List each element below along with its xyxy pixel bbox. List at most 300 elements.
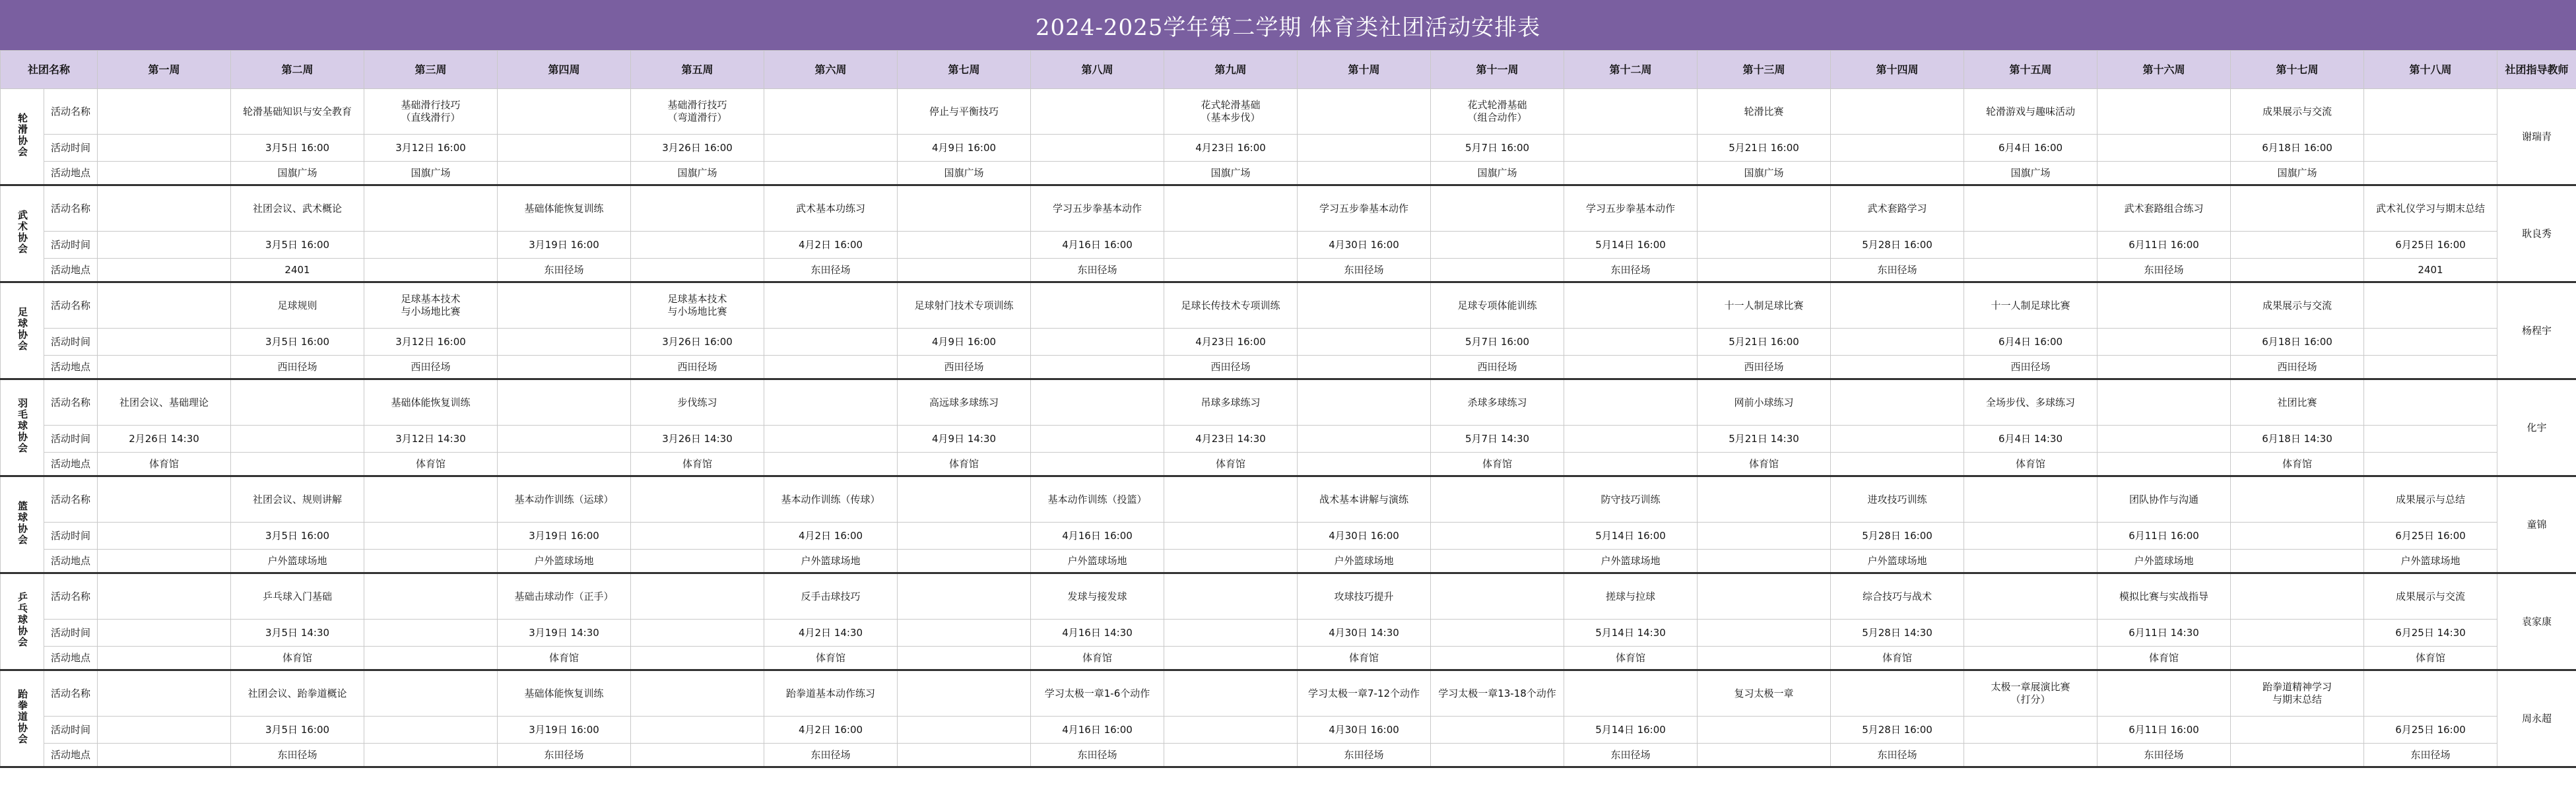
place-cell: 西田径场	[1164, 356, 1298, 379]
club-name-cell	[1, 670, 44, 767]
time-cell	[364, 717, 498, 744]
place-cell	[2364, 453, 2497, 476]
place-cell: 体育馆	[1164, 453, 1298, 476]
club-group	[1, 282, 2576, 379]
week-header: 第十八周	[2364, 51, 2497, 89]
club-name: 足球协会	[17, 306, 28, 352]
time-cell: 4月2日 16:00	[764, 717, 898, 744]
activity-cell	[1164, 185, 1298, 232]
place-cell: 国旗广场	[364, 162, 498, 185]
activity-cell	[98, 670, 231, 717]
place-cell: 体育馆	[98, 453, 231, 476]
activity-cell: 学习太极一章7-12个动作	[1298, 670, 1431, 717]
time-cell	[2097, 426, 2231, 453]
activity-cell: 基本动作训练（投篮）	[1031, 476, 1164, 523]
week-header: 第六周	[764, 51, 898, 89]
activity-row	[1, 476, 2576, 523]
place-cell: 体育馆	[1698, 453, 1831, 476]
place-cell: 国旗广场	[898, 162, 1031, 185]
time-cell	[1698, 232, 1831, 259]
activity-cell: 轮滑游戏与趣味活动	[1964, 89, 2097, 135]
week-header: 第三周	[364, 51, 498, 89]
time-cell	[764, 329, 898, 356]
row-category-label: 活动地点	[44, 162, 98, 185]
place-cell	[1298, 453, 1431, 476]
activity-cell: 全场步伐、多球练习	[1964, 379, 2097, 426]
activity-cell: 学习五步拳基本动作	[1564, 185, 1698, 232]
time-cell	[98, 135, 231, 162]
activity-cell	[1831, 282, 1964, 329]
time-cell: 6月18日 14:30	[2231, 426, 2364, 453]
week-header: 第四周	[498, 51, 631, 89]
activity-cell	[1031, 379, 1164, 426]
week-header: 第七周	[898, 51, 1031, 89]
club-group	[1, 89, 2576, 185]
club-name-cell	[1, 282, 44, 379]
time-cell	[98, 620, 231, 647]
place-cell	[1031, 356, 1164, 379]
time-cell: 5月14日 16:00	[1564, 232, 1698, 259]
activity-cell: 成果展示与交流	[2231, 89, 2364, 135]
time-cell	[1831, 426, 1964, 453]
place-cell: 体育馆	[1564, 647, 1698, 670]
time-cell: 4月30日 16:00	[1298, 523, 1431, 550]
place-cell: 东田径场	[764, 744, 898, 767]
time-cell: 3月26日 16:00	[631, 329, 764, 356]
place-cell: 西田径场	[1698, 356, 1831, 379]
place-cell	[764, 453, 898, 476]
place-cell: 体育馆	[2231, 453, 2364, 476]
row-category-label: 活动名称	[44, 89, 98, 135]
row-category-label: 活动地点	[44, 453, 98, 476]
activity-cell: 综合技巧与战术	[1831, 573, 1964, 620]
activity-row	[1, 89, 2576, 135]
place-cell: 国旗广场	[1698, 162, 1831, 185]
place-cell: 体育馆	[631, 453, 764, 476]
time-cell: 6月4日 16:00	[1964, 329, 2097, 356]
activity-cell	[1298, 379, 1431, 426]
place-cell: 2401	[2364, 259, 2497, 282]
activity-cell: 搓球与拉球	[1564, 573, 1698, 620]
place-cell: 东田径场	[2097, 744, 2231, 767]
time-cell: 5月21日 16:00	[1698, 135, 1831, 162]
time-cell: 4月30日 14:30	[1298, 620, 1431, 647]
activity-cell: 社团比赛	[2231, 379, 2364, 426]
place-cell	[1698, 744, 1831, 767]
activity-cell: 成果展示与交流	[2231, 282, 2364, 329]
activity-cell: 反手击球技巧	[764, 573, 898, 620]
time-cell	[1431, 717, 1564, 744]
time-cell	[1164, 523, 1298, 550]
place-cell: 西田径场	[2231, 356, 2364, 379]
place-cell	[631, 550, 764, 573]
place-cell: 西田径场	[898, 356, 1031, 379]
place-cell: 户外篮球场地	[2097, 550, 2231, 573]
activity-cell	[1831, 670, 1964, 717]
place-cell	[364, 550, 498, 573]
place-cell	[1431, 259, 1564, 282]
activity-cell	[2097, 670, 2231, 717]
time-cell	[364, 523, 498, 550]
time-cell: 3月5日 16:00	[231, 232, 364, 259]
activity-cell: 步伐练习	[631, 379, 764, 426]
row-category-label: 活动时间	[44, 523, 98, 550]
activity-cell	[631, 476, 764, 523]
activity-cell: 足球专项体能训练	[1431, 282, 1564, 329]
row-category-label: 活动时间	[44, 717, 98, 744]
place-cell	[1431, 744, 1564, 767]
activity-cell	[2364, 379, 2497, 426]
place-cell	[631, 647, 764, 670]
place-cell: 户外篮球场地	[764, 550, 898, 573]
place-cell	[98, 162, 231, 185]
activity-cell	[2097, 379, 2231, 426]
place-cell: 户外篮球场地	[231, 550, 364, 573]
place-cell: 体育馆	[1031, 647, 1164, 670]
time-cell: 5月7日 14:30	[1431, 426, 1564, 453]
club-group	[1, 185, 2576, 282]
activity-cell: 轮滑比赛	[1698, 89, 1831, 135]
activity-cell: 跆拳道基本动作练习	[764, 670, 898, 717]
activity-cell: 吊球多球练习	[1164, 379, 1298, 426]
activity-cell	[1164, 476, 1298, 523]
activity-cell	[1298, 282, 1431, 329]
week-header: 第八周	[1031, 51, 1164, 89]
activity-cell	[1564, 379, 1698, 426]
time-cell	[2364, 426, 2497, 453]
activity-cell	[98, 476, 231, 523]
place-cell	[1164, 744, 1298, 767]
activity-cell: 学习五步拳基本动作	[1298, 185, 1431, 232]
teacher-cell: 童锦	[2497, 476, 2576, 573]
activity-cell: 杀球多球练习	[1431, 379, 1564, 426]
teacher-cell: 化宇	[2497, 379, 2576, 476]
time-cell	[2097, 329, 2231, 356]
place-cell	[2231, 550, 2364, 573]
place-cell	[2097, 162, 2231, 185]
club-name: 轮滑协会	[17, 112, 28, 158]
row-category-label: 活动地点	[44, 744, 98, 767]
place-cell	[1831, 356, 1964, 379]
time-cell	[898, 620, 1031, 647]
activity-cell: 攻球技巧提升	[1298, 573, 1431, 620]
activity-cell	[1431, 573, 1564, 620]
time-cell	[98, 523, 231, 550]
time-cell	[764, 426, 898, 453]
time-cell	[231, 426, 364, 453]
activity-cell	[364, 670, 498, 717]
teacher-header: 社团指导教师	[2497, 51, 2576, 89]
time-cell: 6月4日 16:00	[1964, 135, 2097, 162]
activity-cell	[1964, 573, 2097, 620]
activity-cell	[498, 282, 631, 329]
place-cell	[631, 744, 764, 767]
time-cell	[98, 717, 231, 744]
activity-cell: 花式轮滑基础 （组合动作）	[1431, 89, 1564, 135]
place-cell: 东田径场	[498, 259, 631, 282]
club-name-cell	[1, 185, 44, 282]
time-cell	[2231, 523, 2364, 550]
row-category-label: 活动地点	[44, 356, 98, 379]
time-cell: 4月9日 16:00	[898, 329, 1031, 356]
place-cell	[1164, 259, 1298, 282]
time-cell: 4月16日 16:00	[1031, 717, 1164, 744]
row-category-label: 活动名称	[44, 379, 98, 426]
time-cell	[1964, 523, 2097, 550]
header-row	[1, 51, 2576, 89]
place-cell	[1831, 453, 1964, 476]
activity-cell	[1298, 89, 1431, 135]
week-header: 第二周	[231, 51, 364, 89]
place-cell	[1964, 259, 2097, 282]
place-cell	[1164, 550, 1298, 573]
schedule-table	[0, 50, 2576, 768]
place-cell	[364, 647, 498, 670]
place-cell: 西田径场	[364, 356, 498, 379]
time-row	[1, 717, 2576, 744]
activity-cell: 模拟比赛与实战指导	[2097, 573, 2231, 620]
time-cell: 3月26日 16:00	[631, 135, 764, 162]
time-cell	[1298, 329, 1431, 356]
time-cell	[1964, 232, 2097, 259]
place-cell: 体育馆	[231, 647, 364, 670]
week-header: 第十五周	[1964, 51, 2097, 89]
activity-cell	[231, 379, 364, 426]
place-cell: 东田径场	[231, 744, 364, 767]
time-cell: 4月2日 16:00	[764, 232, 898, 259]
place-cell	[2364, 162, 2497, 185]
time-cell	[364, 620, 498, 647]
place-cell	[1698, 647, 1831, 670]
place-cell: 户外篮球场地	[1831, 550, 1964, 573]
club-name-cell	[1, 573, 44, 670]
row-category-label: 活动地点	[44, 550, 98, 573]
place-cell	[898, 550, 1031, 573]
activity-cell	[364, 185, 498, 232]
activity-cell	[898, 476, 1031, 523]
activity-cell	[1698, 185, 1831, 232]
activity-row	[1, 379, 2576, 426]
place-cell: 东田径场	[1298, 259, 1431, 282]
activity-cell	[1964, 476, 2097, 523]
place-cell: 户外篮球场地	[1031, 550, 1164, 573]
time-cell	[364, 232, 498, 259]
row-category-label: 活动名称	[44, 573, 98, 620]
time-cell: 3月19日 16:00	[498, 523, 631, 550]
week-header: 第十二周	[1564, 51, 1698, 89]
time-cell: 3月26日 14:30	[631, 426, 764, 453]
place-cell	[898, 744, 1031, 767]
place-cell	[98, 259, 231, 282]
activity-cell	[1564, 670, 1698, 717]
time-cell	[1964, 620, 2097, 647]
activity-cell	[764, 89, 898, 135]
activity-cell: 复习太极一章	[1698, 670, 1831, 717]
activity-cell: 基本动作训练（运球）	[498, 476, 631, 523]
activity-cell	[98, 573, 231, 620]
place-cell	[364, 259, 498, 282]
activity-cell	[631, 670, 764, 717]
place-cell: 东田径场	[1564, 259, 1698, 282]
week-header: 第十一周	[1431, 51, 1564, 89]
club-name-cell	[1, 89, 44, 185]
teacher-cell: 周永超	[2497, 670, 2576, 767]
time-cell: 4月16日 16:00	[1031, 523, 1164, 550]
activity-cell	[364, 573, 498, 620]
time-cell: 5月7日 16:00	[1431, 329, 1564, 356]
teacher-cell: 耿良秀	[2497, 185, 2576, 282]
place-cell	[1698, 259, 1831, 282]
activity-cell	[631, 185, 764, 232]
place-cell: 国旗广场	[231, 162, 364, 185]
time-cell: 5月14日 16:00	[1564, 717, 1698, 744]
time-cell	[1431, 620, 1564, 647]
activity-cell	[498, 89, 631, 135]
place-cell: 体育馆	[898, 453, 1031, 476]
place-cell	[1964, 744, 2097, 767]
place-cell	[2231, 744, 2364, 767]
time-cell: 4月16日 16:00	[1031, 232, 1164, 259]
place-cell	[631, 259, 764, 282]
time-cell	[1564, 135, 1698, 162]
place-cell	[498, 162, 631, 185]
place-cell: 国旗广场	[631, 162, 764, 185]
place-cell	[1431, 647, 1564, 670]
time-cell	[498, 329, 631, 356]
time-row	[1, 523, 2576, 550]
place-cell	[898, 259, 1031, 282]
activity-cell	[1564, 282, 1698, 329]
row-category-label: 活动地点	[44, 259, 98, 282]
place-cell: 东田径场	[764, 259, 898, 282]
activity-cell	[2231, 185, 2364, 232]
time-cell: 5月14日 16:00	[1564, 523, 1698, 550]
place-cell	[98, 647, 231, 670]
activity-cell: 基础滑行技巧 （弯道滑行）	[631, 89, 764, 135]
place-row	[1, 356, 2576, 379]
time-cell	[1031, 426, 1164, 453]
time-cell: 4月23日 14:30	[1164, 426, 1298, 453]
time-cell	[498, 426, 631, 453]
activity-cell: 十一人制足球比赛	[1964, 282, 2097, 329]
time-row	[1, 135, 2576, 162]
activity-cell	[364, 476, 498, 523]
place-cell: 西田径场	[1964, 356, 2097, 379]
row-category-label: 活动时间	[44, 329, 98, 356]
place-cell: 体育馆	[2097, 647, 2231, 670]
place-cell: 国旗广场	[2231, 162, 2364, 185]
week-header: 第十四周	[1831, 51, 1964, 89]
week-header: 第十七周	[2231, 51, 2364, 89]
place-cell	[364, 744, 498, 767]
activity-cell	[2364, 670, 2497, 717]
activity-cell	[764, 379, 898, 426]
place-cell	[498, 453, 631, 476]
place-cell: 体育馆	[1298, 647, 1431, 670]
time-cell	[2364, 135, 2497, 162]
place-cell: 体育馆	[1431, 453, 1564, 476]
activity-cell	[898, 573, 1031, 620]
week-header: 第十六周	[2097, 51, 2231, 89]
activity-cell	[2231, 476, 2364, 523]
place-cell: 2401	[231, 259, 364, 282]
time-cell: 3月5日 16:00	[231, 523, 364, 550]
row-category-label: 活动地点	[44, 647, 98, 670]
activity-cell	[1164, 670, 1298, 717]
place-cell	[498, 356, 631, 379]
row-category-label: 活动名称	[44, 282, 98, 329]
place-cell	[1431, 550, 1564, 573]
time-cell	[2097, 135, 2231, 162]
place-cell: 东田径场	[2364, 744, 2497, 767]
place-row	[1, 259, 2576, 282]
time-cell	[1964, 717, 2097, 744]
place-cell: 户外篮球场地	[1298, 550, 1431, 573]
activity-cell: 学习五步拳基本动作	[1031, 185, 1164, 232]
time-cell: 6月11日 16:00	[2097, 232, 2231, 259]
place-cell: 东田径场	[2097, 259, 2231, 282]
activity-cell: 基础体能恢复训练	[498, 185, 631, 232]
time-cell	[631, 232, 764, 259]
club-name: 武术协会	[17, 209, 28, 255]
time-cell	[1564, 329, 1698, 356]
activity-cell	[1564, 89, 1698, 135]
activity-cell	[1831, 89, 1964, 135]
place-cell	[764, 356, 898, 379]
activity-cell: 乒乓球入门基础	[231, 573, 364, 620]
time-cell	[631, 717, 764, 744]
place-cell: 国旗广场	[1431, 162, 1564, 185]
activity-row	[1, 573, 2576, 620]
row-category-label: 活动名称	[44, 476, 98, 523]
activity-cell: 网前小球练习	[1698, 379, 1831, 426]
row-category-label: 活动名称	[44, 670, 98, 717]
time-cell: 6月4日 14:30	[1964, 426, 2097, 453]
time-cell: 4月30日 16:00	[1298, 232, 1431, 259]
time-cell: 6月11日 16:00	[2097, 523, 2231, 550]
place-cell	[1298, 356, 1431, 379]
activity-cell: 基本动作训练（传球）	[764, 476, 898, 523]
activity-cell	[98, 185, 231, 232]
time-cell: 4月9日 16:00	[898, 135, 1031, 162]
activity-cell: 社团会议、跆拳道概论	[231, 670, 364, 717]
place-cell	[898, 647, 1031, 670]
activity-cell: 轮滑基础知识与安全教育	[231, 89, 364, 135]
club-name: 篮球协会	[17, 500, 28, 546]
place-cell	[1564, 162, 1698, 185]
time-cell	[1698, 620, 1831, 647]
place-cell: 国旗广场	[1964, 162, 2097, 185]
time-cell: 3月19日 16:00	[498, 232, 631, 259]
time-cell: 4月16日 14:30	[1031, 620, 1164, 647]
activity-cell: 足球长传技术专项训练	[1164, 282, 1298, 329]
activity-row	[1, 185, 2576, 232]
time-cell	[1298, 135, 1431, 162]
time-cell: 6月25日 16:00	[2364, 523, 2497, 550]
activity-cell	[1698, 476, 1831, 523]
activity-cell: 成果展示与总结	[2364, 476, 2497, 523]
activity-cell: 防守技巧训练	[1564, 476, 1698, 523]
place-cell	[2231, 647, 2364, 670]
activity-cell	[898, 185, 1031, 232]
place-cell: 东田径场	[1298, 744, 1431, 767]
time-cell	[2231, 717, 2364, 744]
activity-cell: 战术基本讲解与演练	[1298, 476, 1431, 523]
activity-cell: 进攻技巧训练	[1831, 476, 1964, 523]
time-cell	[631, 620, 764, 647]
place-cell: 东田径场	[1031, 744, 1164, 767]
time-cell	[1164, 232, 1298, 259]
